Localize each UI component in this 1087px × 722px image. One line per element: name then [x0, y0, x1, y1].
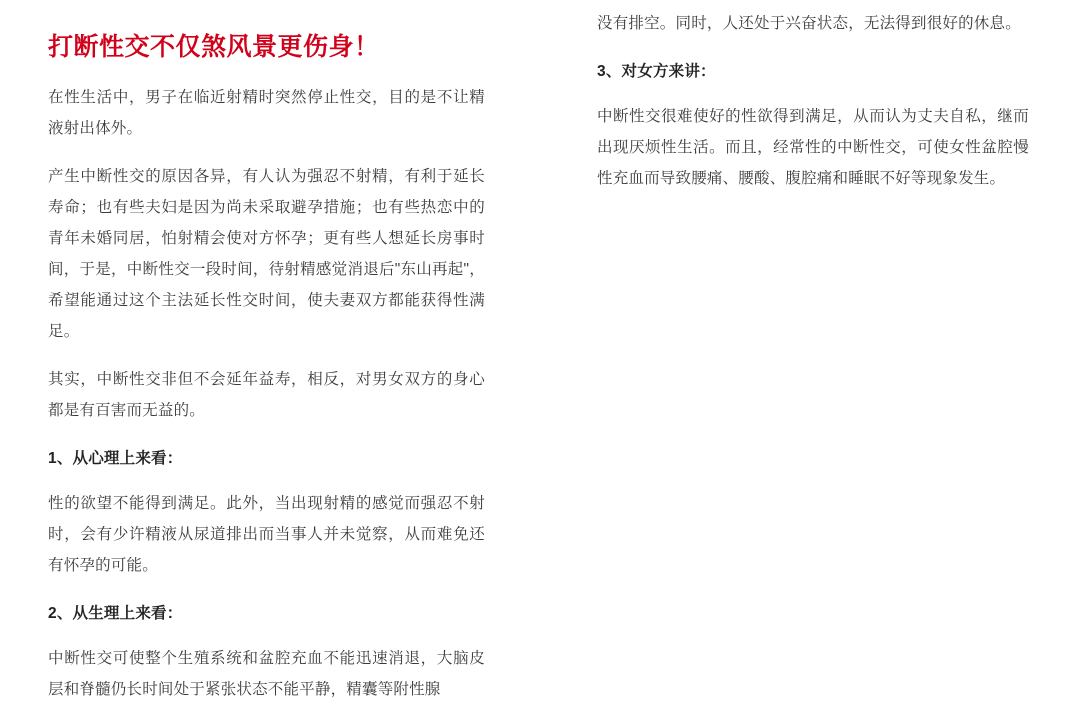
paragraph: 没有排空。同时，人还处于兴奋状态，无法得到很好的休息。 [597, 15, 1021, 32]
paragraph: 中断性交很难使好的性欲得到满足，从而认为丈夫自私，继而出现厌烦性生活。而且，经常性的中断性交，可使女性盆腔慢性充血而导致腰痛、腰酸、腹腔痛和睡眠不好等现象发生。 [597, 108, 1029, 187]
paragraph: 产生中断性交的原因各异，有人认为强忍不射精，有利于延长寿命；也有些夫妇是因为尚未采取避孕措施；也有些热恋中的青年未婚同居，怕射精会使对方怀孕；更有些人想延长房事时间，于是，中断性交一段时间，待射精感觉消退后"东山再起"，希望能通过这个主法延长性交时间，使夫妻双方都能获得性满足。 [48, 168, 485, 340]
section-heading-1: 1、从心理上来看： [48, 450, 183, 467]
paragraph: 中断性交可使整个生殖系统和盆腔充血不能迅速消退，大脑皮层和脊髓仍长时间处于紧张状态不能平静，精囊等附性腺 [48, 650, 485, 698]
left-column [0, 0, 543, 722]
section-heading-3: 3、对女方来讲： [597, 63, 716, 80]
paragraph: 在性生活中，男子在临近射精时突然停止性交，目的是不让精液射出体外。 [48, 89, 485, 137]
spacer [597, 0, 1029, 8]
section-heading-2: 2、从生理上来看： [48, 605, 183, 622]
paragraph: 其实，中断性交非但不会延年益寿，相反，对男女双方的身心都是有百害而无益的。 [48, 371, 485, 419]
page-title: 打断性交不仅煞风景更伤身！ [48, 33, 380, 61]
paragraph: 性的欲望不能得到满足。此外，当出现射精的感觉而强忍不射时，会有少许精液从尿道排出而当事人并未觉察，从而难免还有怀孕的可能。 [48, 495, 485, 574]
right-column [543, 0, 1087, 211]
